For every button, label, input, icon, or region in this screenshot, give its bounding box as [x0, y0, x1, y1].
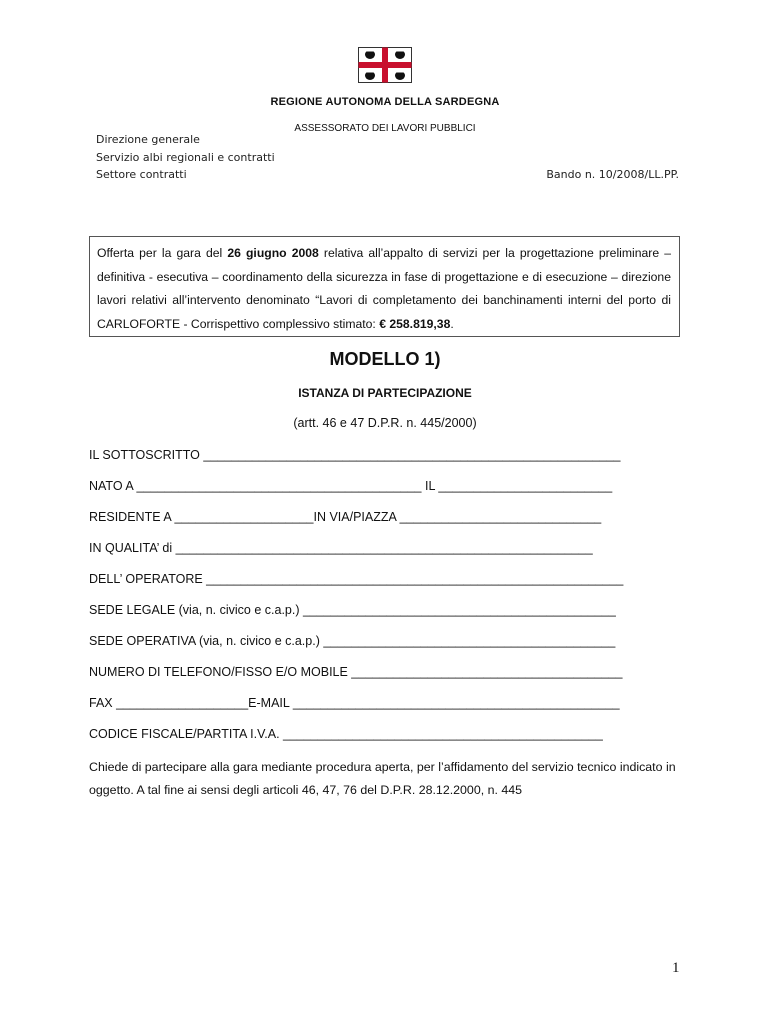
office-line-sector: Settore contratti: [96, 168, 187, 181]
legal-reference: (artt. 46 e 47 D.P.R. n. 445/2000): [293, 416, 477, 430]
four-moors-flag-icon: [358, 47, 412, 83]
field-operator[interactable]: DELL’ OPERATORE ____________________________________________________________: [89, 572, 624, 586]
field-registered-office[interactable]: SEDE LEGALE (via, n. civico e c.a.p.) _____________________________________________: [89, 603, 616, 617]
field-birthplace-date[interactable]: NATO A _________________________________________ IL _________________________: [89, 479, 613, 493]
offer-text-end: .: [450, 316, 454, 331]
field-fax-email[interactable]: FAX ___________________E-MAIL _______________________________________________: [89, 696, 620, 710]
offer-text-part2: relativa all’appalto di servizi per la progettazione preliminare – definitiva - esecutiva – coordinamento della sicurezza in fase di progettazione e di esecuzione – direzione lavori relativi all’intervento denominato “Lavori di completamento dei banchinamenti interni del porto di CARLOFORTE - Corrispettivo complessivo stimato:: [97, 246, 671, 331]
office-line-service: Servizio albi regionali e contratti: [96, 151, 275, 164]
field-residence-address[interactable]: RESIDENTE A ____________________IN VIA/PIAZZA _____________________________: [89, 510, 602, 524]
field-operational-office[interactable]: SEDE OPERATIVA (via, n. civico e c.a.p.) __________________________________________: [89, 634, 616, 648]
bando-number: Bando n. 10/2008/LL.PP.: [546, 168, 679, 181]
request-paragraph: Chiede di partecipare alla gara mediante procedura aperta, per l’affidamento del servizio tecnico indicato in oggetto. A tal fine ai sensi degli articoli 46, 47, 76 del D.P.R. 28.12.2000, n. 445: [89, 760, 676, 797]
page-number: 1: [672, 960, 680, 976]
field-tax-code[interactable]: CODICE FISCALE/PARTITA I.V.A. ______________________________________________: [89, 727, 603, 741]
offer-text-part1: Offerta per la gara del: [97, 246, 228, 260]
form-title: MODELLO 1): [329, 349, 441, 369]
region-title: REGIONE AUTONOMA DELLA SARDEGNA: [270, 96, 500, 108]
form-subtitle: ISTANZA DI PARTECIPAZIONE: [298, 386, 472, 400]
field-phone[interactable]: NUMERO DI TELEFONO/FISSO E/O MOBILE _______________________________________: [89, 665, 623, 679]
offer-box: [89, 236, 680, 337]
department-title: ASSESSORATO DEI LAVORI PUBBLICI: [294, 123, 476, 134]
field-capacity[interactable]: IN QUALITA’ di ____________________________________________________________: [89, 541, 593, 555]
office-line-directorate: Direzione generale: [96, 133, 200, 146]
field-undersigned[interactable]: IL SOTTOSCRITTO ____________________________________________________________: [89, 448, 621, 462]
offer-amount: € 258.819,38: [379, 316, 451, 331]
offer-date: 26 giugno 2008: [227, 246, 319, 260]
